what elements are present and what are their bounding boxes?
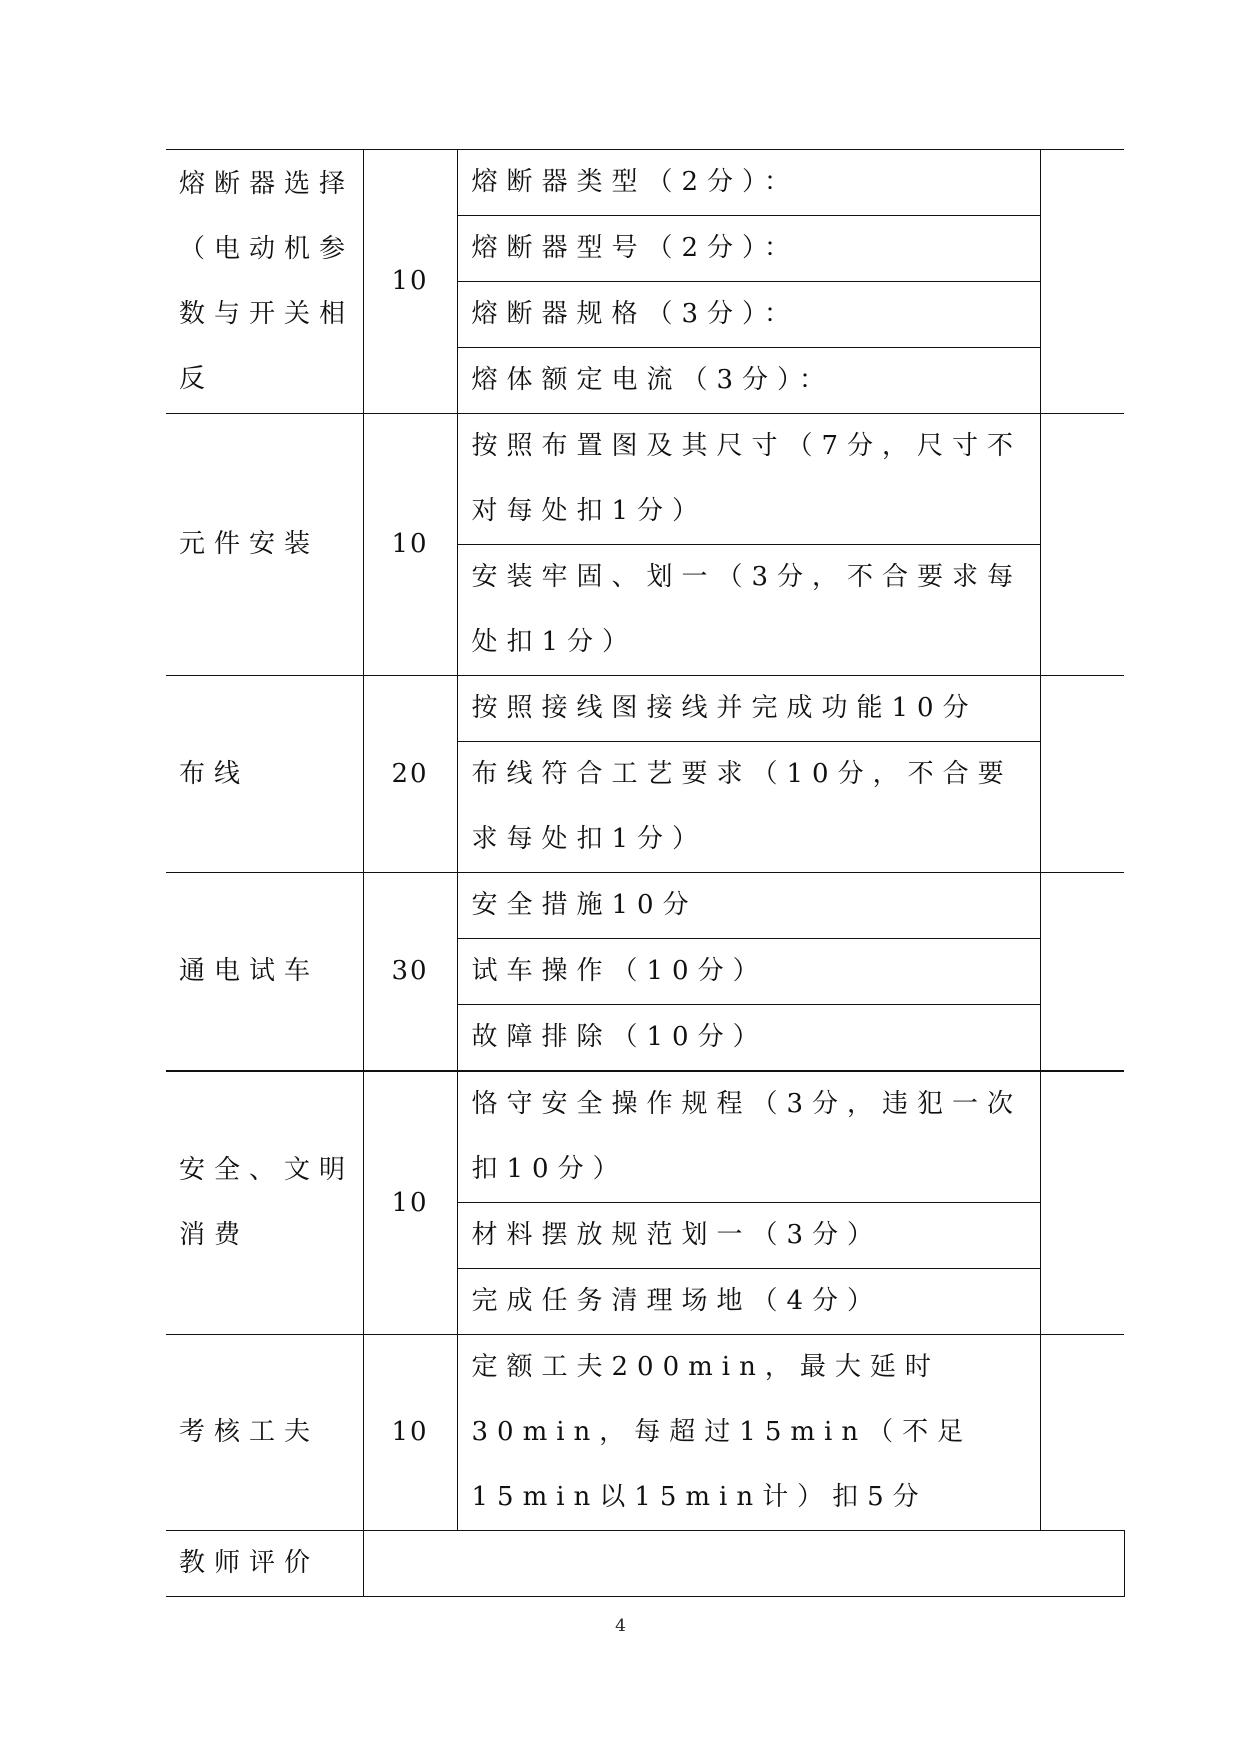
score-cell: [1040, 1335, 1124, 1531]
points-cell: 10: [363, 414, 457, 676]
points-cell: 30: [363, 873, 457, 1072]
score-cell: [1040, 676, 1124, 873]
criteria-cell: 完成任务清理场地（4分）: [457, 1269, 1040, 1335]
category-cell: 考核工夫: [166, 1335, 363, 1531]
table-row: [166, 414, 1124, 545]
category-cell: 元件安装: [166, 414, 363, 676]
table-row: [166, 676, 1124, 742]
category-cell: 布线: [166, 676, 363, 873]
criteria-cell: 材料摆放规范划一（3分）: [457, 1203, 1040, 1269]
category-cell: 熔断器选择（电动机参数与开关相反: [166, 150, 363, 414]
criteria-cell: 熔断器规格（3分）：: [457, 282, 1040, 348]
table-row: [166, 873, 1124, 939]
criteria-cell: 恪守安全操作规程（3分，违犯一次扣10分）: [457, 1071, 1040, 1203]
criteria-cell: 按照接线图接线并完成功能10分: [457, 676, 1040, 742]
points-cell: 10: [363, 150, 457, 414]
points-cell: 20: [363, 676, 457, 873]
score-cell: [1040, 414, 1124, 676]
criteria-cell: 安全措施10分: [457, 873, 1040, 939]
criteria-cell: 定额工夫200min，最大延时30min，每超过15min（不足15min以15min计）扣5分: [457, 1335, 1040, 1531]
score-cell: [1040, 150, 1124, 414]
points-cell: 10: [363, 1335, 457, 1531]
criteria-cell: 试车操作（10分）: [457, 939, 1040, 1005]
table-row: [166, 1335, 1124, 1531]
teacher-evaluation-field[interactable]: [363, 1531, 1124, 1597]
criteria-cell: 熔体额定电流（3分）：: [457, 348, 1040, 414]
grading-table: [166, 149, 1125, 1597]
table-row: [166, 1071, 1124, 1203]
table-row: [166, 150, 1124, 216]
criteria-cell: 按照布置图及其尺寸（7分，尺寸不对每处扣1分）: [457, 414, 1040, 545]
criteria-cell: 故障排除（10分）: [457, 1005, 1040, 1072]
criteria-cell: 熔断器类型（2分）：: [457, 150, 1040, 216]
category-cell: 安全、文明消费: [166, 1071, 363, 1335]
page-number: 4: [615, 1616, 626, 1636]
points-cell: 10: [363, 1071, 457, 1335]
teacher-evaluation-row: [166, 1531, 1124, 1597]
criteria-cell: 熔断器型号（2分）：: [457, 216, 1040, 282]
category-cell: 通电试车: [166, 873, 363, 1072]
teacher-evaluation-label: 教师评价: [166, 1531, 363, 1597]
criteria-cell: 布线符合工艺要求（10分，不合要求每处扣1分）: [457, 742, 1040, 873]
score-cell: [1040, 873, 1124, 1072]
score-cell: [1040, 1071, 1124, 1335]
criteria-cell: 安装牢固、划一（3分，不合要求每处扣1分）: [457, 545, 1040, 676]
